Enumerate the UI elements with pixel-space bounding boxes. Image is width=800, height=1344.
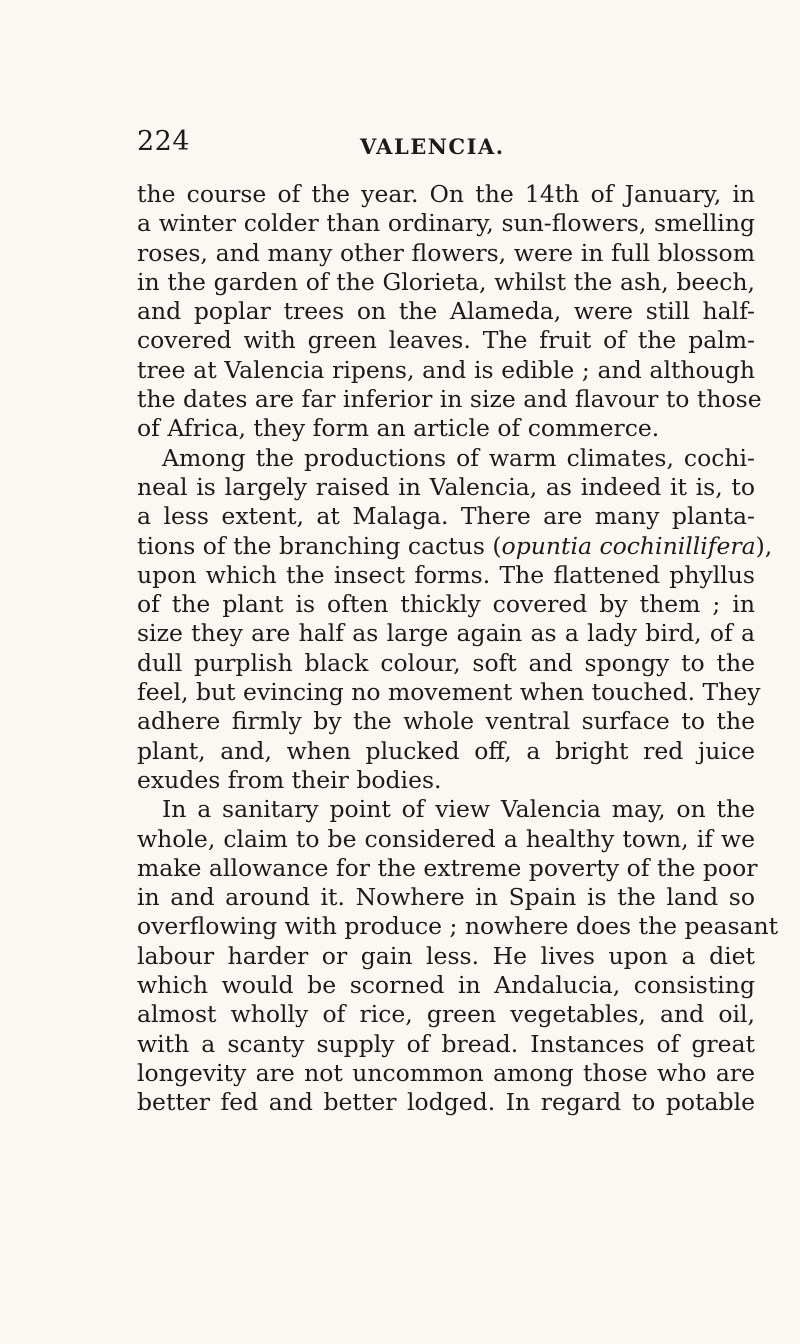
text-line: a less extent, at Malaga. There are many planta-: [137, 502, 755, 531]
text-line: and poplar trees on the Alameda, were still half-: [137, 297, 755, 326]
page-number: 224: [137, 126, 191, 157]
text-line: of the plant is often thickly covered by them ; in: [137, 590, 755, 619]
running-head: VALENCIA.: [360, 134, 505, 159]
text-line: a winter colder than ordinary, sun-flowers, smelling: [137, 209, 755, 238]
text-line-with-italic: [137, 531, 773, 561]
text-line: roses, and many other flowers, were in full blossom: [137, 238, 755, 267]
text-line: plant, and, when plucked off, a bright red juice: [137, 736, 755, 765]
text-line: which would be scorned in Andalucia, consisting: [137, 971, 755, 1000]
text-line: make allowance for the extreme poverty of the poor: [137, 853, 758, 882]
text-line: exudes from their bodies.: [137, 765, 442, 794]
text-fragment: ),: [755, 531, 773, 560]
page-header: [0, 126, 800, 166]
text-line: size they are half as large again as a lady bird, of a: [137, 619, 755, 648]
text-line: feel, but evincing no movement when touched. They: [137, 678, 761, 707]
text-line: of Africa, they form an article of commerce.: [137, 414, 660, 443]
text-line: longevity are not uncommon among those who are: [137, 1058, 755, 1087]
italic-species-name: opuntia cochinillifera: [501, 531, 756, 560]
text-line: labour harder or gain less. He lives upon a diet: [137, 941, 755, 970]
text-line: whole, claim to be considered a healthy town, if we: [137, 824, 755, 853]
text-line: in the garden of the Glorieta, whilst the ash, beech,: [137, 267, 755, 296]
text-line: better fed and better lodged. In regard to potable: [137, 1088, 755, 1117]
text-line: dull purplish black colour, soft and spongy to the: [137, 648, 755, 677]
body-text: [137, 180, 779, 1118]
text-line: almost wholly of rice, green vegetables, and oil,: [137, 1000, 755, 1029]
text-line: tree at Valencia ripens, and is edible ; and although: [137, 355, 755, 384]
text-line: adhere firmly by the whole ventral surface to the: [137, 707, 755, 736]
text-line: overflowing with produce ; nowhere does the peasant: [137, 912, 779, 941]
text-line: covered with green leaves. The fruit of the palm-: [137, 326, 755, 355]
text-line: in and around it. Nowhere in Spain is the land so: [137, 883, 755, 912]
text-line: Among the productions of warm climates, cochi-: [162, 443, 755, 472]
text-line: with a scanty supply of bread. Instances of great: [137, 1029, 755, 1058]
text-line: upon which the insect forms. The flattened phyllus: [137, 560, 755, 589]
text-line: the dates are far inferior in size and flavour to those: [137, 385, 762, 414]
text-fragment: tions of the branching cactus (: [137, 531, 502, 560]
text-line: In a sanitary point of view Valencia may, on the: [162, 795, 755, 824]
text-line: the course of the year. On the 14th of January, in: [137, 180, 755, 208]
text-line: neal is largely raised in Valencia, as indeed it is, to: [137, 472, 755, 501]
